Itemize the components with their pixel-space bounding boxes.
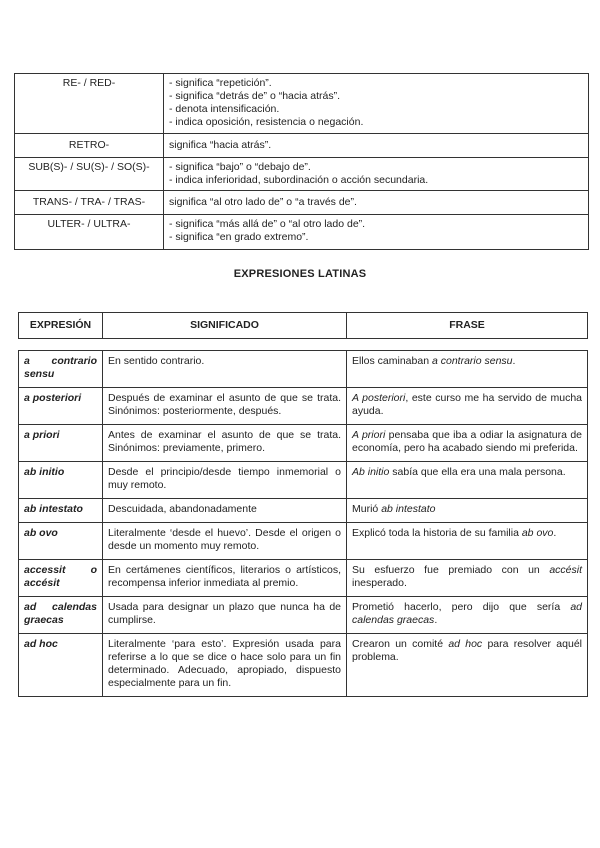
phrase-segment: para resolver aquél problema. xyxy=(352,638,583,663)
prefix-row xyxy=(15,158,589,191)
prefix-row xyxy=(15,191,589,215)
phrase-segment: . xyxy=(553,527,557,539)
phrase-segment: Crearon un comité xyxy=(352,638,449,650)
expression-meaning: Usada para designar un plazo que nunca ha de cumplirse. xyxy=(103,597,347,634)
prefix-row xyxy=(15,215,589,250)
phrase-segment: , este curso me ha servido de mucha ayuda. xyxy=(352,392,582,417)
expression-term: ad hoc xyxy=(19,634,103,697)
expression-meaning: Antes de examinar el asunto de que se trata. Sinónimos: previamente, primero. xyxy=(103,425,347,462)
header-expresion: EXPRESIÓN xyxy=(19,313,103,339)
phrase-segment: Prometió hacerlo, pero dijo que sería xyxy=(352,601,571,613)
phrase-italic-segment: A posteriori xyxy=(352,392,406,404)
phrase-italic-segment: ab ovo xyxy=(521,527,554,539)
phrase-italic-segment: Ab initio xyxy=(352,466,390,478)
prefix-meaning-line: - significa “más allá de” o “al otro lado de”. xyxy=(169,218,366,230)
prefix-meaning-cell xyxy=(164,191,589,215)
prefix-cell: ULTER- / ULTRA- xyxy=(15,215,164,250)
expression-meaning: Literalmente ‘para esto’. Expresión usada para referirse a lo que se dice o hace solo para un fin determinado. Adecuado, apropiado, dispuesto especialmente para un fin. xyxy=(103,634,347,697)
expression-row xyxy=(19,351,588,388)
phrase-segment: Murió xyxy=(352,503,382,515)
expression-row xyxy=(19,597,588,634)
expression-phrase xyxy=(347,425,588,462)
expression-row xyxy=(19,634,588,697)
expression-term: ad calendas graecas xyxy=(19,597,103,634)
phrase-segment: sabía que ella era una mala persona. xyxy=(389,466,566,478)
prefix-meaning-line: significa “al otro lado de” o “a través de”. xyxy=(169,196,357,208)
prefix-meaning-cell xyxy=(164,134,589,158)
expression-row xyxy=(19,523,588,560)
phrase-italic-segment: A priori xyxy=(352,429,386,441)
prefix-meaning-cell xyxy=(164,74,589,134)
expression-term: ab ovo xyxy=(19,523,103,560)
phrase-italic-segment: a contrario sensu xyxy=(431,355,513,367)
expression-phrase xyxy=(347,499,588,523)
phrase-segment: Explicó toda la historia de su familia xyxy=(352,527,522,539)
phrase-segment: . xyxy=(512,355,516,367)
expression-row xyxy=(19,499,588,523)
expression-phrase xyxy=(347,388,588,425)
prefix-meaning-cell xyxy=(164,215,589,250)
header-frase: FRASE xyxy=(347,313,588,339)
expression-term: a priori xyxy=(19,425,103,462)
prefix-table xyxy=(14,73,589,250)
expression-phrase xyxy=(347,351,588,388)
phrase-italic-segment: ad calendas graecas xyxy=(352,601,582,626)
expression-term: accessit o accésit xyxy=(19,560,103,597)
prefix-meaning-line: significa “hacia atrás”. xyxy=(169,139,272,151)
prefix-row xyxy=(15,74,589,134)
expression-phrase xyxy=(347,462,588,499)
prefix-meaning-line: - denota intensificación. xyxy=(169,103,280,115)
prefix-meaning-line: - significa “detrás de” o “hacia atrás”. xyxy=(169,90,340,102)
expression-meaning: Descuidada, abandonadamente xyxy=(103,499,347,523)
expression-term: ab initio xyxy=(19,462,103,499)
expressions-header-table xyxy=(18,312,588,339)
header-significado: SIGNIFICADO xyxy=(103,313,347,339)
expression-term: a contrario sensu xyxy=(19,351,103,388)
phrase-italic-segment: ad hoc xyxy=(448,638,483,650)
prefix-meaning-line: - significa “en grado extremo”. xyxy=(169,231,309,243)
prefix-row xyxy=(15,134,589,158)
phrase-italic-segment: ab intestato xyxy=(381,503,436,515)
expression-meaning: Literalmente ‘desde el huevo’. Desde el origen o desde un momento muy remoto. xyxy=(103,523,347,560)
expression-meaning: En certámenes científicos, literarios o artísticos, recompensa inferior inmediata al premio. xyxy=(103,560,347,597)
section-title: EXPRESIONES LATINAS xyxy=(233,268,367,280)
phrase-segment: Ellos caminaban xyxy=(352,355,432,367)
prefix-meaning-line: - indica inferioridad, subordinación o acción secundaria. xyxy=(169,174,429,186)
expression-phrase xyxy=(347,634,588,697)
prefix-cell: RETRO- xyxy=(15,134,164,158)
prefix-cell: RE- / RED- xyxy=(15,74,164,134)
prefix-meaning-line: - indica oposición, resistencia o negación. xyxy=(169,116,364,128)
prefix-meaning-line: - significa “bajo” o “debajo de”. xyxy=(169,161,311,173)
prefix-cell: TRANS- / TRA- / TRAS- xyxy=(15,191,164,215)
expression-phrase xyxy=(347,523,588,560)
expression-phrase xyxy=(347,597,588,634)
expression-phrase xyxy=(347,560,588,597)
phrase-segment: Su esfuerzo fue premiado con un xyxy=(352,564,550,576)
expression-meaning: Después de examinar el asunto de que se trata. Sinónimos: posteriormente, después. xyxy=(103,388,347,425)
expression-row xyxy=(19,462,588,499)
header-row xyxy=(19,313,588,339)
expression-meaning: Desde el principio/desde tiempo inmemorial o muy remoto. xyxy=(103,462,347,499)
prefix-meaning-cell xyxy=(164,158,589,191)
prefix-meaning-line: - significa “repetición”. xyxy=(169,77,272,89)
expression-row xyxy=(19,425,588,462)
phrase-segment: inesperado. xyxy=(352,577,407,589)
phrase-segment: pensaba que iba a odiar la asignatura de economía, pero ha acabado siendo mi preferida. xyxy=(352,429,583,454)
expression-term: ab intestato xyxy=(19,499,103,523)
expression-row xyxy=(19,560,588,597)
prefix-cell: SUB(S)- / SU(S)- / SO(S)- xyxy=(15,158,164,191)
phrase-segment: . xyxy=(434,614,438,626)
expression-meaning: En sentido contrario. xyxy=(103,351,347,388)
expression-term: a posteriori xyxy=(19,388,103,425)
phrase-italic-segment: accésit xyxy=(549,564,582,576)
expression-row xyxy=(19,388,588,425)
expressions-table xyxy=(18,350,588,697)
